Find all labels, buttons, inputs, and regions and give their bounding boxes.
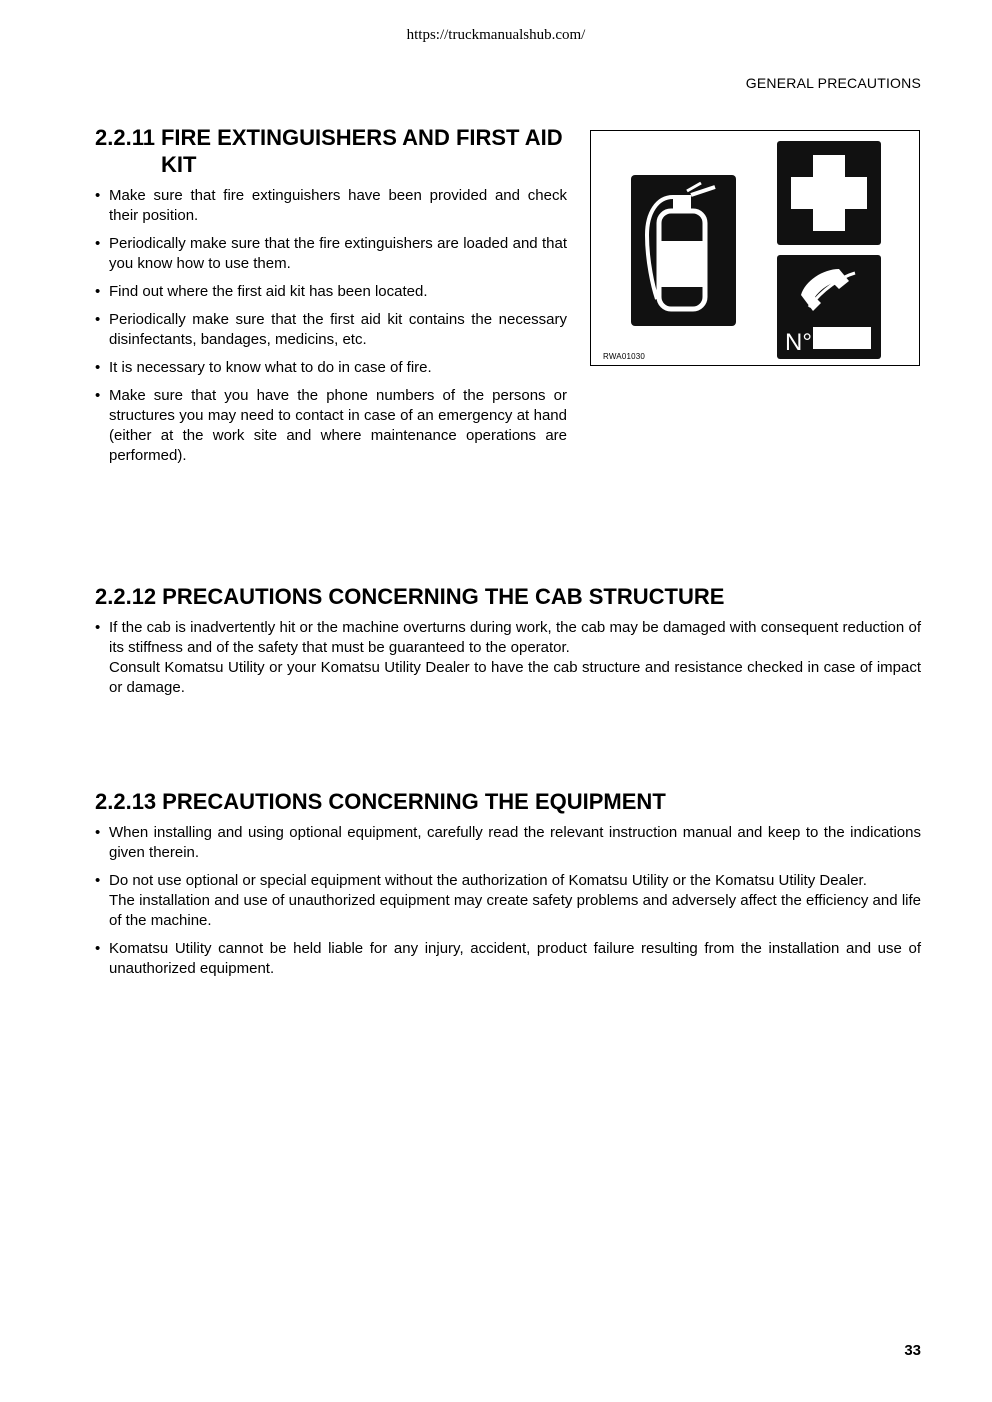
list-item-text: Make sure that you have the phone numbers of the persons or structures you may need to contact in case of an emergency at hand (either at the work site and where maintenance operations are performed). xyxy=(109,387,567,464)
section-title: PRECAUTIONS CONCERNING THE CAB STRUCTURE xyxy=(162,584,725,609)
list-item-text: Periodically make sure that the fire extinguishers are loaded and that you know how to use them. xyxy=(109,235,567,272)
section-heading xyxy=(95,124,567,178)
list-item-text: The installation and use of unauthorized equipment may create safety problems and adversely affect the efficiency and life of the machine. xyxy=(109,892,921,929)
list-item xyxy=(95,282,567,302)
section-title: FIRE EXTINGUISHERS AND FIRST AID KIT xyxy=(160,125,563,177)
page-number: 33 xyxy=(904,1342,921,1359)
source-url: https://truckmanualshub.com/ xyxy=(406,27,586,43)
list-item xyxy=(95,358,567,378)
bullet-marker: • xyxy=(95,283,101,300)
bullet-marker: • xyxy=(95,311,101,328)
safety-signs-figure xyxy=(590,130,920,366)
list-item xyxy=(95,186,567,226)
section-equipment xyxy=(95,788,921,987)
list-item xyxy=(95,310,567,350)
section-heading xyxy=(95,583,921,610)
section-title: PRECAUTIONS CONCERNING THE EQUIPMENT xyxy=(162,789,666,814)
telephone-icon xyxy=(777,255,881,359)
bullet-marker: • xyxy=(95,235,101,252)
section-number: 2.2.11 xyxy=(95,125,155,150)
list-item xyxy=(95,234,567,274)
list-item-text: Do not use optional or special equipment without the authorization of Komatsu Utility or the Komatsu Utility Dealer. xyxy=(109,872,867,889)
list-item-text: Periodically make sure that the first aid kit contains the necessary disinfectants, bandages, medicins, etc. xyxy=(109,311,567,348)
first-aid-cross-icon xyxy=(777,141,881,245)
figure-code: RWA01030 xyxy=(603,352,646,361)
bullet-marker: • xyxy=(95,619,101,636)
list-item-text: It is necessary to know what to do in case of fire. xyxy=(109,359,432,376)
bullet-marker: • xyxy=(95,872,101,889)
bullet-marker: • xyxy=(95,387,101,404)
phone-sign-label: N° xyxy=(785,329,812,356)
list-item xyxy=(95,618,921,698)
section-fire-extinguishers xyxy=(95,124,567,474)
list-item-text: When installing and using optional equipment, carefully read the relevant instruction manual and keep to the indications given therein. xyxy=(109,824,921,861)
fire-extinguisher-icon xyxy=(631,175,736,326)
list-item-text: Find out where the first aid kit has been located. xyxy=(109,283,428,300)
list-item-text: Make sure that fire extinguishers have been provided and check their position. xyxy=(109,187,567,224)
bullet-list xyxy=(95,186,567,466)
list-item xyxy=(95,939,921,979)
bullet-list xyxy=(95,823,921,979)
bullet-marker: • xyxy=(95,359,101,376)
safety-signs-illustration xyxy=(591,131,921,367)
bullet-list xyxy=(95,618,921,698)
section-number: 2.2.12 xyxy=(95,584,157,609)
section-cab-structure xyxy=(95,583,921,706)
running-head: GENERAL PRECAUTIONS xyxy=(745,75,921,91)
bullet-marker: • xyxy=(95,187,101,204)
bullet-marker: • xyxy=(95,940,101,957)
list-item xyxy=(95,386,567,466)
list-item-text: If the cab is inadvertently hit or the machine overturns during work, the cab may be damaged with consequent reduction of its stiffness and of the safety that must be guaranteed to the operator. xyxy=(109,619,921,656)
section-number: 2.2.13 xyxy=(95,789,157,814)
bullet-marker: • xyxy=(95,824,101,841)
list-item-text: Consult Komatsu Utility or your Komatsu Utility Dealer to have the cab structure and resistance checked in case of impact or damage. xyxy=(109,659,921,696)
list-item-text: Komatsu Utility cannot be held liable for any injury, accident, product failure resulting from the installation and use of unauthorized equipment. xyxy=(109,940,921,977)
list-item xyxy=(95,871,921,931)
section-heading xyxy=(95,788,921,815)
list-item xyxy=(95,823,921,863)
